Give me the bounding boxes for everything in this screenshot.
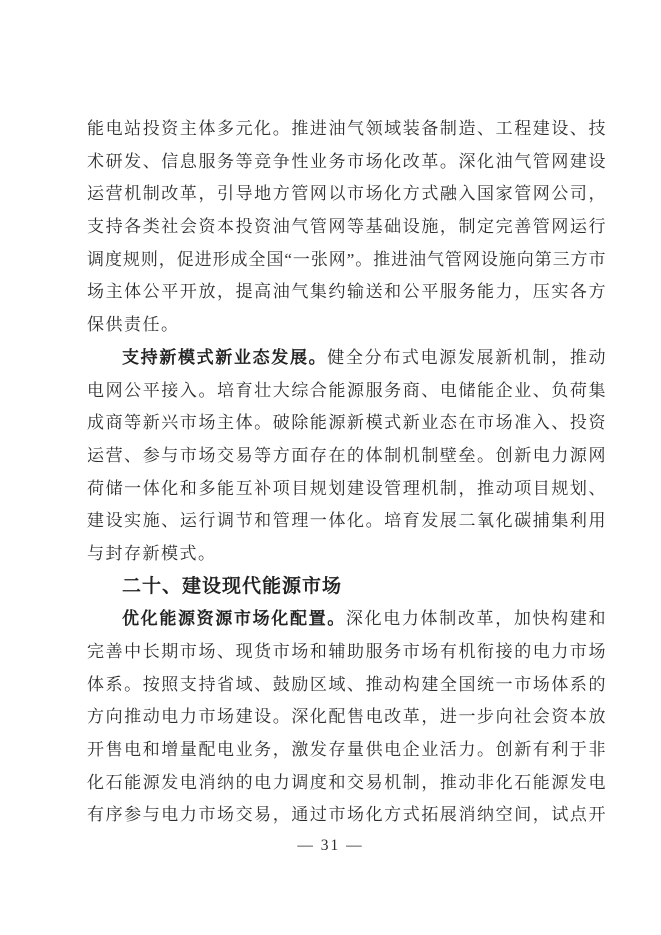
text-line: 能电站投资主体多元化。推进油气领域装备制造、工程建设、技 <box>87 119 606 138</box>
text-line: 术研发、信息服务等竞争性业务市场化改革。深化油气管网建设 <box>87 151 606 171</box>
text-line: 完善中长期市场、现货市场和辅助服务市场有机衔接的电力市场 <box>87 642 606 661</box>
text-line: 调度规则，促进形成全国“一张网”。推进油气管网设施向第三方市 <box>87 249 606 269</box>
text-line: 建设实施、运行调节和管理一体化。培育发展二氧化碳捕集利用 <box>87 511 606 531</box>
text-line: 支持各类社会资本投资油气管网等基础设施，制定完善管网运行 <box>87 217 606 237</box>
bold-lead-sentence: 支持新模式新业态发展。 <box>122 347 328 367</box>
text-line: 电网公平接入。培育壮大综合能源服务商、电储能企业、负荷集 <box>87 380 606 400</box>
section-heading: 二十、建设现代能源市场 <box>122 575 343 597</box>
text-line: 化石能源发电消纳的电力调度和交易机制，推动非化石能源发电 <box>87 772 606 792</box>
document-body <box>87 113 606 832</box>
text-line: 有序参与电力市场交易，通过市场化方式拓展消纳空间，试点开 <box>87 805 606 825</box>
text-line: 与封存新模式。 <box>87 543 217 563</box>
text-line: 保供责任。 <box>87 315 180 335</box>
text-line: 荷储一体化和多能互补项目规划建设管理机制，推动项目规划、 <box>87 478 606 498</box>
text-line: 体系。按照支持省域、鼓励区域、推动构建全国统一市场体系的 <box>87 674 606 694</box>
text-line: 支持新模式新业态发展。健全分布式电源发展新机制，推动 <box>122 347 607 367</box>
text-line: 成商等新兴市场主体。破除能源新模式新业态在市场准入、投资 <box>87 413 606 433</box>
page-number: — 31 — <box>297 837 364 854</box>
text-line: 运营机制改革，引导地方管网以市场化方式融入国家管网公司， <box>87 184 606 204</box>
text-line: 优化能源资源市场化配置。深化电力体制改革，加快构建和 <box>122 609 607 629</box>
text-line: 开售电和增量配电业务，激发存量供电企业活力。创新有利于非 <box>87 740 606 760</box>
bold-lead-sentence: 优化能源资源市场化配置。 <box>122 609 346 629</box>
text-line: 场主体公平开放，提高油气集约输送和公平服务能力，压实各方 <box>87 282 606 302</box>
text-line: 运营、参与市场交易等方面存在的体制机制壁垒。创新电力源网 <box>87 445 606 465</box>
text-line: 方向推动电力市场建设。深化配售电改革，进一步向社会资本放 <box>87 707 606 727</box>
